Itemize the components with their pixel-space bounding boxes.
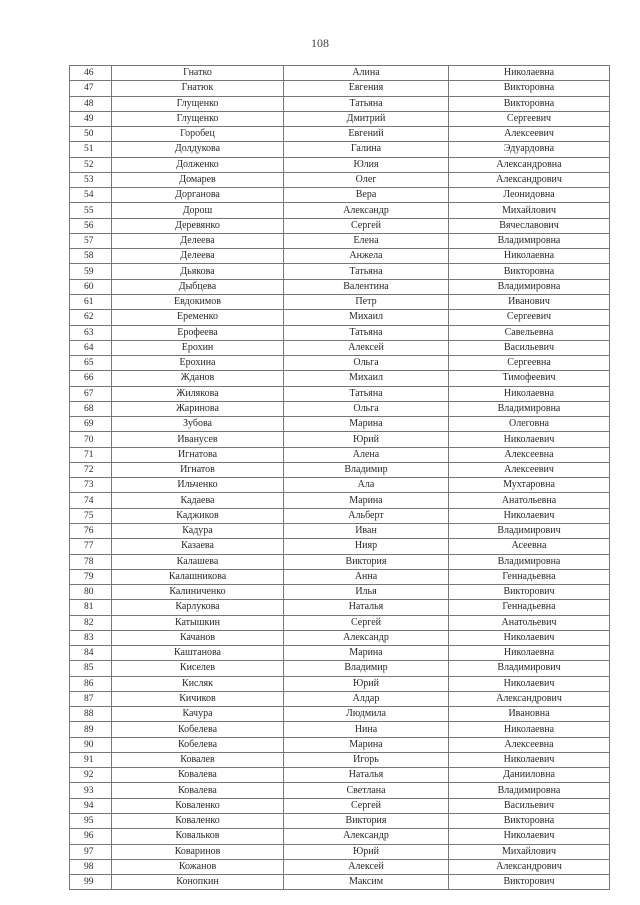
- row-number-cell: 90: [70, 737, 112, 752]
- last-name-cell: Жилякова: [112, 386, 284, 401]
- patronymic-cell: Мухтаровна: [449, 478, 610, 493]
- table-row: [70, 111, 610, 126]
- patronymic-cell: Иванович: [449, 294, 610, 309]
- first-name-cell: Максим: [284, 875, 449, 890]
- last-name-cell: Глущенко: [112, 96, 284, 111]
- table-row: [70, 264, 610, 279]
- row-number-cell: 54: [70, 188, 112, 203]
- table-row: [70, 157, 610, 172]
- table-row: [70, 356, 610, 371]
- last-name-cell: Кобелева: [112, 737, 284, 752]
- row-number-cell: 47: [70, 81, 112, 96]
- first-name-cell: Юлия: [284, 157, 449, 172]
- last-name-cell: Гнатко: [112, 66, 284, 81]
- row-number-cell: 51: [70, 142, 112, 157]
- patronymic-cell: Викторович: [449, 875, 610, 890]
- row-number-cell: 56: [70, 218, 112, 233]
- row-number-cell: 87: [70, 691, 112, 706]
- table-row: [70, 294, 610, 309]
- last-name-cell: Домарев: [112, 172, 284, 187]
- table-row: [70, 401, 610, 416]
- patronymic-cell: Николаевич: [449, 508, 610, 523]
- first-name-cell: Алексей: [284, 859, 449, 874]
- row-number-cell: 89: [70, 722, 112, 737]
- first-name-cell: Нияр: [284, 539, 449, 554]
- patronymic-cell: Геннадьевна: [449, 569, 610, 584]
- table-row: [70, 707, 610, 722]
- last-name-cell: Кадаева: [112, 493, 284, 508]
- first-name-cell: Евгения: [284, 81, 449, 96]
- table-row: [70, 768, 610, 783]
- row-number-cell: 61: [70, 294, 112, 309]
- patronymic-cell: Алексеевна: [449, 737, 610, 752]
- row-number-cell: 93: [70, 783, 112, 798]
- first-name-cell: Иван: [284, 523, 449, 538]
- last-name-cell: Делеева: [112, 233, 284, 248]
- last-name-cell: Каштанова: [112, 646, 284, 661]
- table-row: [70, 814, 610, 829]
- row-number-cell: 48: [70, 96, 112, 111]
- row-number-cell: 99: [70, 875, 112, 890]
- table-row: [70, 493, 610, 508]
- first-name-cell: Альберт: [284, 508, 449, 523]
- first-name-cell: Татьяна: [284, 325, 449, 340]
- table-row: [70, 233, 610, 248]
- row-number-cell: 46: [70, 66, 112, 81]
- patronymic-cell: Владимировна: [449, 279, 610, 294]
- first-name-cell: Ольга: [284, 401, 449, 416]
- last-name-cell: Ковалева: [112, 768, 284, 783]
- patronymic-cell: Данииловна: [449, 768, 610, 783]
- first-name-cell: Вера: [284, 188, 449, 203]
- first-name-cell: Нина: [284, 722, 449, 737]
- last-name-cell: Катышкин: [112, 615, 284, 630]
- row-number-cell: 57: [70, 233, 112, 248]
- patronymic-cell: Николаевна: [449, 66, 610, 81]
- table-row: [70, 661, 610, 676]
- last-name-cell: Коваленко: [112, 798, 284, 813]
- last-name-cell: Кобелева: [112, 722, 284, 737]
- patronymic-cell: Олеговна: [449, 417, 610, 432]
- last-name-cell: Кисляк: [112, 676, 284, 691]
- row-number-cell: 84: [70, 646, 112, 661]
- first-name-cell: Анна: [284, 569, 449, 584]
- table-row: [70, 203, 610, 218]
- patronymic-cell: Николаевич: [449, 752, 610, 767]
- first-name-cell: Елена: [284, 233, 449, 248]
- table-row: [70, 81, 610, 96]
- table-row: [70, 539, 610, 554]
- table-row: [70, 676, 610, 691]
- first-name-cell: Михаил: [284, 371, 449, 386]
- patronymic-cell: Эдуардовна: [449, 142, 610, 157]
- first-name-cell: Анжела: [284, 249, 449, 264]
- first-name-cell: Наталья: [284, 768, 449, 783]
- row-number-cell: 98: [70, 859, 112, 874]
- row-number-cell: 88: [70, 707, 112, 722]
- first-name-cell: Татьяна: [284, 264, 449, 279]
- patronymic-cell: Викторович: [449, 585, 610, 600]
- row-number-cell: 83: [70, 630, 112, 645]
- patronymic-cell: Вячеславович: [449, 218, 610, 233]
- row-number-cell: 62: [70, 310, 112, 325]
- patronymic-cell: Сергеевна: [449, 356, 610, 371]
- table-row: [70, 844, 610, 859]
- patronymic-cell: Алексеевна: [449, 447, 610, 462]
- first-name-cell: Юрий: [284, 676, 449, 691]
- last-name-cell: Ковалева: [112, 783, 284, 798]
- last-name-cell: Игнатова: [112, 447, 284, 462]
- last-name-cell: Игнатов: [112, 462, 284, 477]
- patronymic-cell: Ивановна: [449, 707, 610, 722]
- row-number-cell: 60: [70, 279, 112, 294]
- last-name-cell: Зубова: [112, 417, 284, 432]
- patronymic-cell: Михайлович: [449, 844, 610, 859]
- last-name-cell: Дыбцева: [112, 279, 284, 294]
- first-name-cell: Галина: [284, 142, 449, 157]
- table-row: [70, 875, 610, 890]
- row-number-cell: 80: [70, 585, 112, 600]
- last-name-cell: Калиниченко: [112, 585, 284, 600]
- row-number-cell: 86: [70, 676, 112, 691]
- patronymic-cell: Владимирович: [449, 523, 610, 538]
- patronymic-cell: Сергеевич: [449, 310, 610, 325]
- last-name-cell: Кичиков: [112, 691, 284, 706]
- first-name-cell: Юрий: [284, 432, 449, 447]
- last-name-cell: Конопкин: [112, 875, 284, 890]
- patronymic-cell: Владимирович: [449, 661, 610, 676]
- last-name-cell: Коваленко: [112, 814, 284, 829]
- row-number-cell: 67: [70, 386, 112, 401]
- first-name-cell: Илья: [284, 585, 449, 600]
- first-name-cell: Александр: [284, 203, 449, 218]
- row-number-cell: 70: [70, 432, 112, 447]
- row-number-cell: 94: [70, 798, 112, 813]
- patronymic-cell: Асеевна: [449, 539, 610, 554]
- row-number-cell: 91: [70, 752, 112, 767]
- last-name-cell: Ильченко: [112, 478, 284, 493]
- table-row: [70, 523, 610, 538]
- patronymic-cell: Викторовна: [449, 814, 610, 829]
- last-name-cell: Качура: [112, 707, 284, 722]
- first-name-cell: Алена: [284, 447, 449, 462]
- table-row: [70, 96, 610, 111]
- first-name-cell: Игорь: [284, 752, 449, 767]
- table-row: [70, 127, 610, 142]
- table-row: [70, 386, 610, 401]
- last-name-cell: Долдукова: [112, 142, 284, 157]
- table-row: [70, 508, 610, 523]
- table-row: [70, 447, 610, 462]
- table-row: [70, 722, 610, 737]
- first-name-cell: Виктория: [284, 554, 449, 569]
- table-row: [70, 310, 610, 325]
- last-name-cell: Глущенко: [112, 111, 284, 126]
- table-row: [70, 188, 610, 203]
- first-name-cell: Дмитрий: [284, 111, 449, 126]
- patronymic-cell: Владимировна: [449, 233, 610, 248]
- row-number-cell: 95: [70, 814, 112, 829]
- row-number-cell: 63: [70, 325, 112, 340]
- last-name-cell: Ерохин: [112, 340, 284, 355]
- table-row: [70, 691, 610, 706]
- last-name-cell: Еременко: [112, 310, 284, 325]
- last-name-cell: Киселев: [112, 661, 284, 676]
- patronymic-cell: Сергеевич: [449, 111, 610, 126]
- last-name-cell: Дорганова: [112, 188, 284, 203]
- first-name-cell: Владимир: [284, 462, 449, 477]
- last-name-cell: Калашева: [112, 554, 284, 569]
- last-name-cell: Евдокимов: [112, 294, 284, 309]
- patronymic-cell: Леонидовна: [449, 188, 610, 203]
- patronymic-cell: Александрович: [449, 172, 610, 187]
- roster-body: [70, 66, 610, 890]
- patronymic-cell: Тимофеевич: [449, 371, 610, 386]
- row-number-cell: 50: [70, 127, 112, 142]
- table-row: [70, 859, 610, 874]
- last-name-cell: Карлукова: [112, 600, 284, 615]
- patronymic-cell: Анатольевич: [449, 615, 610, 630]
- table-row: [70, 462, 610, 477]
- first-name-cell: Олег: [284, 172, 449, 187]
- patronymic-cell: Николаевна: [449, 249, 610, 264]
- table-row: [70, 798, 610, 813]
- row-number-cell: 77: [70, 539, 112, 554]
- row-number-cell: 59: [70, 264, 112, 279]
- patronymic-cell: Владимировна: [449, 401, 610, 416]
- last-name-cell: Ерохина: [112, 356, 284, 371]
- first-name-cell: Марина: [284, 417, 449, 432]
- table-row: [70, 371, 610, 386]
- last-name-cell: Ковальков: [112, 829, 284, 844]
- table-row: [70, 737, 610, 752]
- patronymic-cell: Николаевна: [449, 386, 610, 401]
- row-number-cell: 53: [70, 172, 112, 187]
- patronymic-cell: Алексеевич: [449, 462, 610, 477]
- table-row: [70, 432, 610, 447]
- table-row: [70, 478, 610, 493]
- patronymic-cell: Николаевич: [449, 630, 610, 645]
- row-number-cell: 73: [70, 478, 112, 493]
- table-row: [70, 417, 610, 432]
- first-name-cell: Марина: [284, 646, 449, 661]
- last-name-cell: Жаринова: [112, 401, 284, 416]
- row-number-cell: 58: [70, 249, 112, 264]
- patronymic-cell: Николаевич: [449, 829, 610, 844]
- last-name-cell: Иванусев: [112, 432, 284, 447]
- table-row: [70, 279, 610, 294]
- last-name-cell: Дьякова: [112, 264, 284, 279]
- row-number-cell: 81: [70, 600, 112, 615]
- last-name-cell: Калашникова: [112, 569, 284, 584]
- last-name-cell: Делеева: [112, 249, 284, 264]
- last-name-cell: Качанов: [112, 630, 284, 645]
- table-row: [70, 142, 610, 157]
- row-number-cell: 97: [70, 844, 112, 859]
- row-number-cell: 52: [70, 157, 112, 172]
- first-name-cell: Светлана: [284, 783, 449, 798]
- row-number-cell: 64: [70, 340, 112, 355]
- patronymic-cell: Викторовна: [449, 81, 610, 96]
- patronymic-cell: Васильевич: [449, 798, 610, 813]
- last-name-cell: Жданов: [112, 371, 284, 386]
- first-name-cell: Владимир: [284, 661, 449, 676]
- row-number-cell: 92: [70, 768, 112, 783]
- first-name-cell: Ольга: [284, 356, 449, 371]
- roster-table: [69, 65, 610, 890]
- table-row: [70, 585, 610, 600]
- first-name-cell: Татьяна: [284, 386, 449, 401]
- row-number-cell: 69: [70, 417, 112, 432]
- patronymic-cell: Александрович: [449, 859, 610, 874]
- first-name-cell: Александр: [284, 630, 449, 645]
- first-name-cell: Алексей: [284, 340, 449, 355]
- last-name-cell: Каджиков: [112, 508, 284, 523]
- first-name-cell: Марина: [284, 737, 449, 752]
- table-row: [70, 630, 610, 645]
- table-row: [70, 615, 610, 630]
- last-name-cell: Казаева: [112, 539, 284, 554]
- table-row: [70, 554, 610, 569]
- first-name-cell: Алдар: [284, 691, 449, 706]
- first-name-cell: Виктория: [284, 814, 449, 829]
- row-number-cell: 71: [70, 447, 112, 462]
- first-name-cell: Юрий: [284, 844, 449, 859]
- first-name-cell: Наталья: [284, 600, 449, 615]
- table-row: [70, 600, 610, 615]
- table-row: [70, 172, 610, 187]
- patronymic-cell: Владимировна: [449, 554, 610, 569]
- last-name-cell: Горобец: [112, 127, 284, 142]
- patronymic-cell: Михайлович: [449, 203, 610, 218]
- row-number-cell: 85: [70, 661, 112, 676]
- table-row: [70, 783, 610, 798]
- patronymic-cell: Александрович: [449, 691, 610, 706]
- last-name-cell: Коваринов: [112, 844, 284, 859]
- first-name-cell: Петр: [284, 294, 449, 309]
- last-name-cell: Долженко: [112, 157, 284, 172]
- last-name-cell: Кожанов: [112, 859, 284, 874]
- row-number-cell: 68: [70, 401, 112, 416]
- table-row: [70, 340, 610, 355]
- first-name-cell: Марина: [284, 493, 449, 508]
- row-number-cell: 79: [70, 569, 112, 584]
- table-row: [70, 752, 610, 767]
- row-number-cell: 49: [70, 111, 112, 126]
- last-name-cell: Кадура: [112, 523, 284, 538]
- patronymic-cell: Николаевич: [449, 432, 610, 447]
- patronymic-cell: Владимировна: [449, 783, 610, 798]
- table-row: [70, 249, 610, 264]
- patronymic-cell: Савельевна: [449, 325, 610, 340]
- first-name-cell: Татьяна: [284, 96, 449, 111]
- row-number-cell: 78: [70, 554, 112, 569]
- first-name-cell: Людмила: [284, 707, 449, 722]
- patronymic-cell: Викторовна: [449, 96, 610, 111]
- first-name-cell: Александр: [284, 829, 449, 844]
- last-name-cell: Гнатюк: [112, 81, 284, 96]
- row-number-cell: 55: [70, 203, 112, 218]
- patronymic-cell: Николаевна: [449, 646, 610, 661]
- table-row: [70, 569, 610, 584]
- patronymic-cell: Александровна: [449, 157, 610, 172]
- first-name-cell: Евгений: [284, 127, 449, 142]
- row-number-cell: 75: [70, 508, 112, 523]
- patronymic-cell: Николаевич: [449, 676, 610, 691]
- patronymic-cell: Николаевна: [449, 722, 610, 737]
- first-name-cell: Алина: [284, 66, 449, 81]
- row-number-cell: 72: [70, 462, 112, 477]
- patronymic-cell: Геннадьевна: [449, 600, 610, 615]
- table-row: [70, 646, 610, 661]
- last-name-cell: Деревянко: [112, 218, 284, 233]
- row-number-cell: 96: [70, 829, 112, 844]
- first-name-cell: Михаил: [284, 310, 449, 325]
- row-number-cell: 82: [70, 615, 112, 630]
- row-number-cell: 65: [70, 356, 112, 371]
- page-number: 108: [311, 36, 329, 50]
- patronymic-cell: Васильевич: [449, 340, 610, 355]
- first-name-cell: Сергей: [284, 798, 449, 813]
- first-name-cell: Валентина: [284, 279, 449, 294]
- last-name-cell: Ерофеева: [112, 325, 284, 340]
- patronymic-cell: Алексеевич: [449, 127, 610, 142]
- row-number-cell: 74: [70, 493, 112, 508]
- last-name-cell: Ковалев: [112, 752, 284, 767]
- row-number-cell: 66: [70, 371, 112, 386]
- first-name-cell: Сергей: [284, 615, 449, 630]
- first-name-cell: Сергей: [284, 218, 449, 233]
- patronymic-cell: Викторовна: [449, 264, 610, 279]
- row-number-cell: 76: [70, 523, 112, 538]
- table-row: [70, 218, 610, 233]
- table-row: [70, 325, 610, 340]
- table-row: [70, 66, 610, 81]
- first-name-cell: Ала: [284, 478, 449, 493]
- table-row: [70, 829, 610, 844]
- patronymic-cell: Анатольевна: [449, 493, 610, 508]
- last-name-cell: Дорош: [112, 203, 284, 218]
